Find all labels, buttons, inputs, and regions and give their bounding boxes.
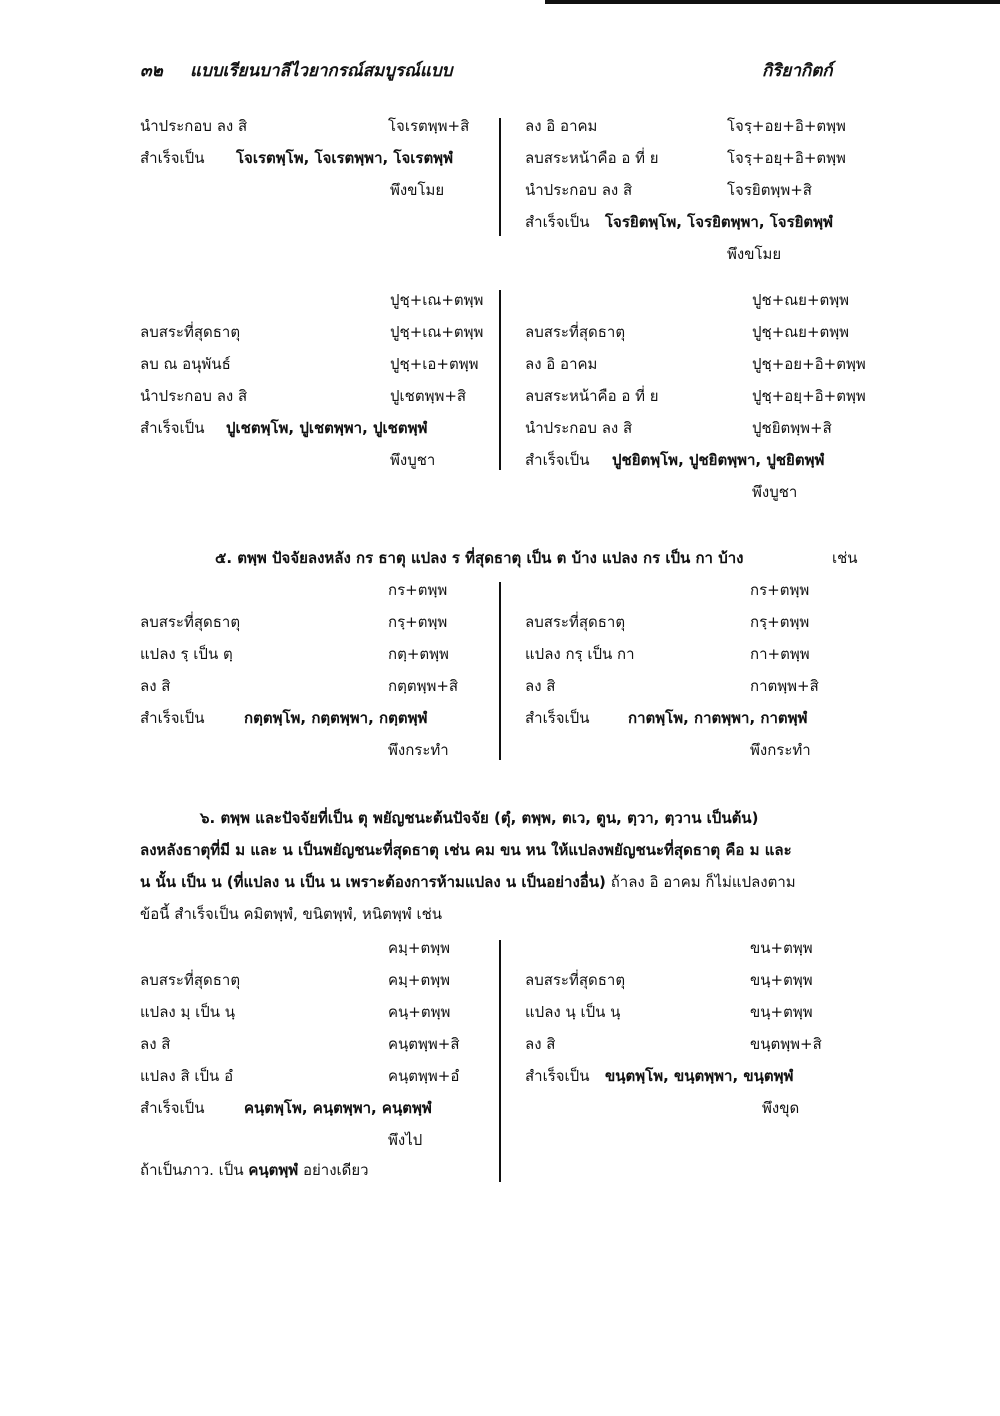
column-divider bbox=[499, 582, 501, 760]
note bbox=[140, 1160, 369, 1180]
derivation-label: ลบสระหน้าคือ อ ที่ ย bbox=[525, 387, 659, 405]
derivation-label: ลบสระที่สุดธาตุ bbox=[525, 613, 626, 631]
derivation-result: โจเรตพฺโพ, โจเรตพฺพา, โจเรตพฺพํ bbox=[236, 149, 453, 167]
derivation-label: ลบสระที่สุดธาตุ bbox=[140, 971, 241, 989]
meaning: พึงขโมย bbox=[390, 181, 445, 199]
derivation-form: กาตพฺพ+สิ bbox=[750, 677, 819, 695]
derivation-form: โจรฺ+อย+อิ+ตพฺพ bbox=[727, 117, 846, 135]
derivation-form: ขนฺ+ตพฺพ bbox=[750, 971, 813, 989]
derivation-result: ปูชยิตพฺโพ, ปูชยิตพฺพา, ปูชยิตพฺพํ bbox=[612, 451, 825, 469]
derivation-form: โจรฺ+อยฺ+อิ+ตพฺพ bbox=[727, 149, 846, 167]
derivation-form: กรฺ+ตพฺพ bbox=[750, 613, 810, 631]
derivation-base: ขน+ตพฺพ bbox=[750, 939, 813, 957]
derivation-result: ขนฺตพฺโพ, ขนฺตพฺพา, ขนฺตพฺพํ bbox=[605, 1067, 794, 1085]
meaning: พึงบูชา bbox=[390, 451, 436, 469]
derivation-label: ลง สิ bbox=[525, 1035, 556, 1053]
derivation-form: กา+ตพฺพ bbox=[750, 645, 810, 663]
book-title: แบบเรียนบาลีไวยากรณ์สมบูรณ์แบบ bbox=[190, 61, 453, 81]
derivation-form: ปูชยิตพฺพ+สิ bbox=[752, 419, 832, 437]
derivation-result: โจรยิตพฺโพ, โจรยิตพฺพา, โจรยิตพฺพํ bbox=[605, 213, 833, 231]
note-prefix: ถ้าเป็นภาว. เป็น bbox=[140, 1161, 244, 1179]
derivation-label: สำเร็จเป็น bbox=[525, 213, 590, 231]
meaning: พึงกระทำ bbox=[750, 741, 811, 759]
derivation-label: ลง สิ bbox=[140, 677, 171, 695]
derivation-base: กร+ตพฺพ bbox=[388, 581, 448, 599]
column-divider bbox=[499, 290, 501, 470]
derivation-label: สำเร็จเป็น bbox=[525, 451, 590, 469]
derivation-form: ขนฺตพฺพ+สิ bbox=[750, 1035, 822, 1053]
derivation-form: กตฺตพฺพ+สิ bbox=[388, 677, 459, 695]
meaning: พึงขโมย bbox=[727, 245, 782, 263]
derivation-form: ปูชฺ+อย+อิ+ตพฺพ bbox=[752, 355, 866, 373]
derivation-form: โจเรตพฺพ+สิ bbox=[388, 117, 470, 135]
derivation-form: คนฺ+ตพฺพ bbox=[388, 1003, 451, 1021]
derivation-label: สำเร็จเป็น bbox=[140, 419, 205, 437]
rule-5-tail: เช่น bbox=[832, 549, 858, 567]
derivation-base: กร+ตพฺพ bbox=[750, 581, 810, 599]
column-divider bbox=[499, 940, 501, 1182]
derivation-form: ปูชฺ+อยฺ+อิ+ตพฺพ bbox=[752, 387, 866, 405]
derivation-label: สำเร็จเป็น bbox=[525, 1067, 590, 1085]
derivation-label: ลบสระที่สุดธาตุ bbox=[140, 613, 241, 631]
top-edge-rule bbox=[545, 0, 1000, 4]
meaning: พึงไป bbox=[388, 1131, 423, 1149]
derivation-base: ปูชฺ+เณ+ตพฺพ bbox=[390, 291, 484, 309]
meaning: พึงขุด bbox=[762, 1099, 800, 1117]
derivation-label: แปลง กรฺ เป็น กา bbox=[525, 645, 635, 663]
derivation-result: กตฺตพฺโพ, กตฺตพฺพา, กตฺตพฺพํ bbox=[244, 709, 428, 727]
derivation-label: แปลง รฺ เป็น ตฺ bbox=[140, 645, 233, 663]
derivation-base: ปูช+ณย+ตพฺพ bbox=[752, 291, 850, 309]
derivation-form: คนฺตพฺพ+อํ bbox=[388, 1067, 460, 1085]
derivation-label: สำเร็จเป็น bbox=[140, 709, 205, 727]
meaning: พึงกระทำ bbox=[388, 741, 449, 759]
derivation-result: คนฺตพฺโพ, คนฺตพฺพา, คนฺตพฺพํ bbox=[244, 1099, 432, 1117]
derivation-form: ขนฺ+ตพฺพ bbox=[750, 1003, 813, 1021]
rule-6-line-3 bbox=[140, 872, 796, 892]
derivation-form: คมฺ+ตพฺพ bbox=[388, 971, 451, 989]
note-bold: คนฺตพฺพํ bbox=[248, 1161, 299, 1179]
derivation-form: ปูชฺ+เณ+ตพฺพ bbox=[390, 323, 484, 341]
derivation-label: นำประกอบ ลง สิ bbox=[140, 117, 248, 135]
derivation-label: นำประกอบ ลง สิ bbox=[525, 181, 633, 199]
derivation-label: ลง อิ อาคม bbox=[525, 117, 598, 135]
meaning: พึงบูชา bbox=[752, 483, 798, 501]
derivation-result: กาตพฺโพ, กาตพฺพา, กาตพฺพํ bbox=[628, 709, 808, 727]
derivation-label: ลบสระที่สุดธาตุ bbox=[140, 323, 241, 341]
section-title: กิริยากิตก์ bbox=[762, 61, 833, 81]
derivation-label: นำประกอบ ลง สิ bbox=[525, 419, 633, 437]
rule-5-text: ๕. ตพฺพ ปัจจัยลงหลัง กร ธาตุ แปลง ร ที่สุดธาตุ เป็น ต บ้าง แปลง กร เป็น กา บ้าง bbox=[215, 549, 744, 567]
derivation-form: คนฺตพฺพ+สิ bbox=[388, 1035, 460, 1053]
derivation-form: กรฺ+ตพฺพ bbox=[388, 613, 448, 631]
page-number: ๓๒ bbox=[140, 61, 163, 81]
derivation-label: ลบ ณ อนุพันธ์ bbox=[140, 355, 231, 373]
derivation-form: ปูชฺ+ณย+ตพฺพ bbox=[752, 323, 850, 341]
derivation-label: แปลง มฺ เป็น นฺ bbox=[140, 1003, 236, 1021]
derivation-form: กตฺ+ตพฺพ bbox=[388, 645, 449, 663]
derivation-form: ปูชฺ+เอ+ตพฺพ bbox=[390, 355, 479, 373]
derivation-label: สำเร็จเป็น bbox=[140, 1099, 205, 1117]
derivation-label: ลบสระที่สุดธาตุ bbox=[525, 971, 626, 989]
rule-6-line-2: ลงหลังธาตุที่มี ม และ น เป็นพยัญชนะที่สุดธาตุ เช่น คม ขน หน ให้แปลงพยัญชนะที่สุดธาตุ คือ ม และ bbox=[140, 841, 792, 859]
derivation-base: คมฺ+ตพฺพ bbox=[388, 939, 451, 957]
derivation-label: ลบสระหน้าคือ อ ที่ ย bbox=[525, 149, 659, 167]
derivation-label: ลง สิ bbox=[140, 1035, 171, 1053]
derivation-label: ลง อิ อาคม bbox=[525, 355, 598, 373]
derivation-label: ลง สิ bbox=[525, 677, 556, 695]
derivation-label: แปลง นฺ เป็น นฺ bbox=[525, 1003, 621, 1021]
derivation-form: โจรยิตพฺพ+สิ bbox=[727, 181, 812, 199]
derivation-label: สำเร็จเป็น bbox=[140, 149, 205, 167]
derivation-label: ลบสระที่สุดธาตุ bbox=[525, 323, 626, 341]
note-suffix: อย่างเดียว bbox=[302, 1161, 369, 1179]
rule-6-line-3-normal: ถ้าลง อิ อาคม ก็ไม่แปลงตาม bbox=[610, 873, 796, 891]
rule-6-line-1: ๖. ตพฺพ และปัจจัยที่เป็น ตุ พยัญชนะต้นปัจจัย (ตุํ, ตพฺพ, ตเว, ตูน, ตฺวา, ตฺวาน เป็นต้น) bbox=[200, 809, 759, 827]
rule-6-line-4: ข้อนี้ สำเร็จเป็น คมิตพฺพํ, ขนิตพฺพํ, หนิตพฺพํ เช่น bbox=[140, 905, 443, 923]
column-divider bbox=[499, 118, 501, 236]
derivation-label: นำประกอบ ลง สิ bbox=[140, 387, 248, 405]
derivation-label: สำเร็จเป็น bbox=[525, 709, 590, 727]
derivation-result: ปูเชตพฺโพ, ปูเชตพฺพา, ปูเชตพฺพํ bbox=[226, 419, 428, 437]
derivation-form: ปูเชตพฺพ+สิ bbox=[390, 387, 467, 405]
rule-6-line-3-bold: น นั้น เป็น น (ที่แปลง น เป็น น เพราะต้องการห้ามแปลง น เป็นอย่างอื่น) bbox=[140, 873, 606, 891]
derivation-label: แปลง สิ เป็น อํ bbox=[140, 1067, 234, 1085]
